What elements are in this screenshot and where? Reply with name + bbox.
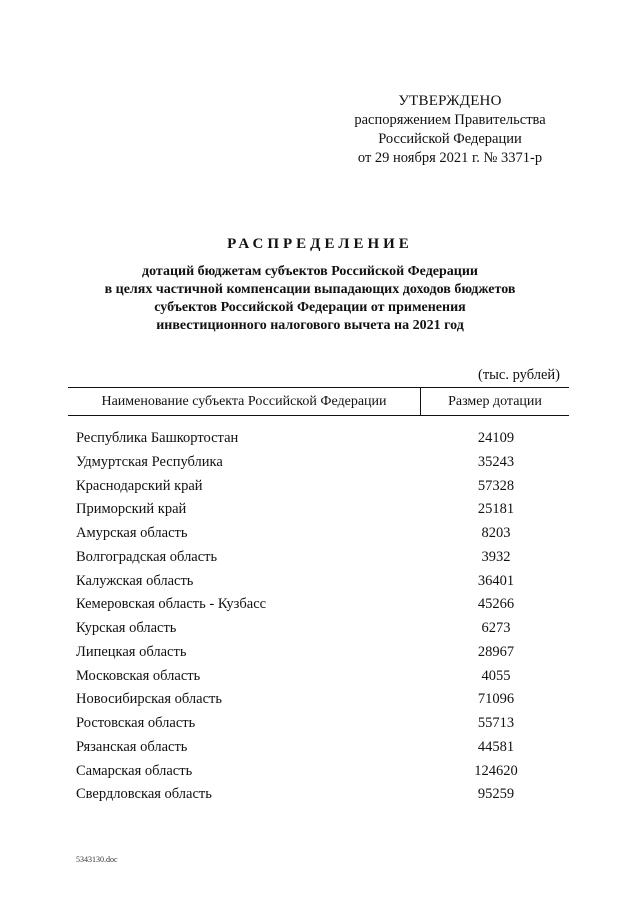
subtitle-line-2: в целях частичной компенсации выпадающих доходов бюджетов <box>104 282 516 297</box>
row-subject-name: Московская область <box>76 667 201 684</box>
row-amount: 124620 <box>474 762 518 779</box>
row-amount: 71096 <box>477 691 515 708</box>
table-row <box>76 617 556 641</box>
row-amount: 4055 <box>481 667 511 684</box>
subtitle-line-1: дотаций бюджетам субъектов Российской Федерации <box>142 264 478 279</box>
row-amount: 24109 <box>477 430 515 446</box>
approval-stamp: УТВЕРЖДЕНО <box>398 93 502 109</box>
row-amount: 36401 <box>477 572 515 589</box>
units-label: (тыс. рублей) <box>478 367 560 383</box>
row-subject-name: Волгоградская область <box>76 548 218 565</box>
table-row <box>76 783 556 807</box>
subtitle-line-3: субъектов Российской Федерации от применения <box>154 300 466 315</box>
row-amount: 95259 <box>477 786 515 803</box>
table-row <box>76 570 556 594</box>
subtitle-line-4: инвестиционного налогового вычета на 2021 год <box>156 318 464 333</box>
table-row <box>76 427 556 451</box>
row-subject-name: Амурская область <box>76 525 188 541</box>
table-row <box>76 546 556 570</box>
row-amount: 35243 <box>477 453 515 470</box>
row-amount: 6273 <box>481 620 511 636</box>
row-amount: 8203 <box>481 525 511 541</box>
table-row <box>76 593 556 617</box>
row-subject-name: Калужская область <box>76 572 194 589</box>
table-row <box>76 475 556 499</box>
document-code: 5343130.doc <box>76 855 118 864</box>
table-row <box>76 641 556 665</box>
approval-line-1: распоряжением Правительства <box>354 112 546 128</box>
table-header <box>68 387 569 416</box>
row-subject-name: Самарская область <box>76 762 193 779</box>
table-row <box>76 451 556 475</box>
document-title: РАСПРЕДЕЛЕНИЕ <box>227 236 413 252</box>
row-amount: 25181 <box>477 501 515 518</box>
row-subject-name: Приморский край <box>76 501 187 518</box>
table-row <box>76 498 556 522</box>
row-subject-name: Курская область <box>76 620 177 636</box>
document-subtitle <box>60 263 560 335</box>
row-subject-name: Кемеровская область - Кузбасс <box>76 596 267 613</box>
row-subject-name: Рязанская область <box>76 738 188 755</box>
row-subject-name: Свердловская область <box>76 786 212 803</box>
row-amount: 28967 <box>477 643 515 660</box>
row-subject-name: Удмуртская Республика <box>76 453 223 470</box>
table-row <box>76 688 556 712</box>
approval-line-3: от 29 ноября 2021 г. № 3371-р <box>357 150 543 166</box>
table-row <box>76 736 556 760</box>
table-row <box>76 760 556 784</box>
table-body <box>76 427 556 807</box>
row-subject-name: Новосибирская область <box>76 691 222 708</box>
header-subsidy-amount: Размер дотации <box>448 394 542 409</box>
row-amount: 44581 <box>477 738 515 755</box>
approval-block <box>330 92 570 168</box>
table-row <box>76 522 556 546</box>
row-amount: 55713 <box>477 715 515 731</box>
row-subject-name: Республика Башкортостан <box>76 430 239 446</box>
approval-line-2: Российской Федерации <box>378 131 522 147</box>
header-subject-name: Наименование субъекта Российской Федерации <box>101 394 387 409</box>
table-row <box>76 712 556 736</box>
table-row <box>76 665 556 689</box>
row-amount: 45266 <box>477 596 515 613</box>
row-amount: 3932 <box>481 548 511 565</box>
row-subject-name: Липецкая область <box>76 643 187 660</box>
row-amount: 57328 <box>477 477 515 494</box>
row-subject-name: Ростовская область <box>76 715 196 731</box>
row-subject-name: Краснодарский край <box>76 477 203 494</box>
